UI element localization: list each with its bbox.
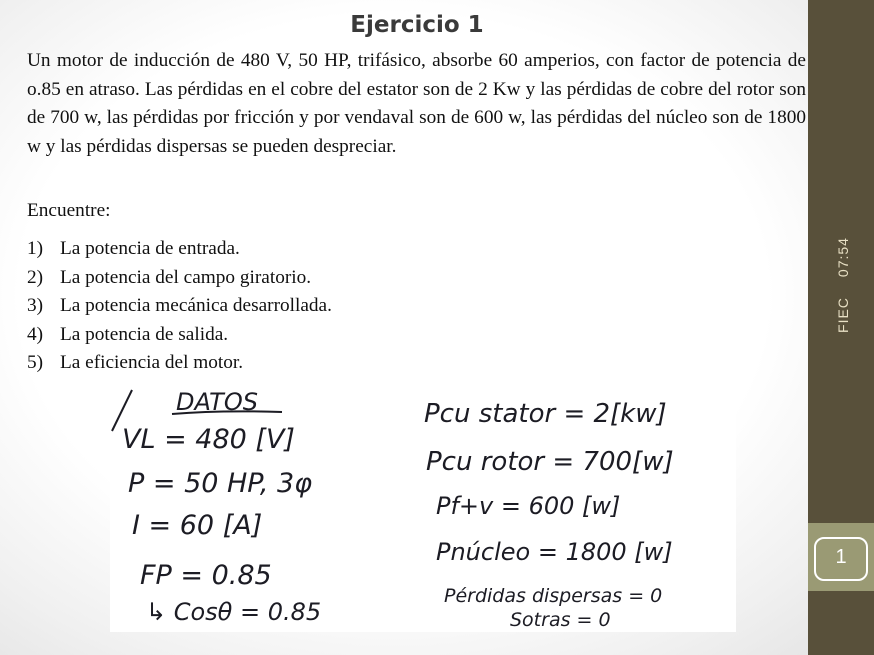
prompt-text: Encuentre:	[27, 200, 111, 221]
sidebar-time: 07:54	[835, 237, 851, 278]
question-item	[27, 321, 332, 350]
question-text: La potencia de entrada.	[60, 238, 240, 259]
question-number: 1)	[27, 238, 44, 259]
hw-line: I = 60 [A]	[132, 510, 263, 541]
sidebar-footer	[835, 227, 851, 343]
question-list	[27, 235, 332, 378]
sidebar-label: FIEC	[835, 297, 851, 333]
hw-line: Pérdidas dispersas = 0	[444, 585, 663, 607]
question-text: La eficiencia del motor.	[60, 352, 244, 374]
slide-title: Ejercicio 1	[350, 12, 484, 38]
hw-line: ↳ Cosθ = 0.85	[146, 598, 322, 626]
question-number: 2)	[27, 266, 44, 288]
question-item	[27, 235, 332, 264]
question-number: 4)	[27, 323, 44, 345]
hw-line: Pf+v = 600 [w]	[436, 492, 621, 520]
hw-line: P = 50 HP, 3φ	[128, 468, 313, 499]
question-text: La potencia mecánica desarrollada.	[60, 295, 332, 317]
hw-line: VL = 480 [V]	[122, 424, 295, 455]
question-item	[27, 349, 332, 378]
handwritten-notes	[110, 376, 736, 632]
hw-line: Pcu rotor = 700[w]	[426, 447, 674, 477]
hw-datos: DATOS	[176, 388, 258, 416]
question-number: 5)	[27, 352, 44, 374]
hw-line: Pcu stator = 2[kw]	[424, 399, 667, 429]
question-number: 3)	[27, 295, 44, 317]
question-item	[27, 264, 332, 293]
hw-line: Pnúcleo = 1800 [w]	[436, 538, 673, 566]
hw-line: Sotras = 0	[510, 609, 611, 631]
page-number: 1	[835, 546, 847, 568]
hw-line: FP = 0.85	[140, 560, 272, 591]
problem-statement: Un motor de inducción de 480 V, 50 HP, trifásico, absorbe 60 amperios, con factor de potencia de o.85 en atraso. Las pérdidas en el cobre del estator son de 2 Kw y las pérdidas de cobre del rotor son de 700 w, las pérdidas por fricción y por vendaval son de 600 w, las pérdidas del núcleo son de 1800 w y las pérdidas dispersas se pueden despreciar.	[27, 50, 806, 157]
question-text: La potencia de salida.	[60, 323, 229, 345]
question-item	[27, 292, 332, 321]
handwritten-notes-drawing	[110, 376, 736, 632]
question-text: La potencia del campo giratorio.	[60, 266, 312, 288]
